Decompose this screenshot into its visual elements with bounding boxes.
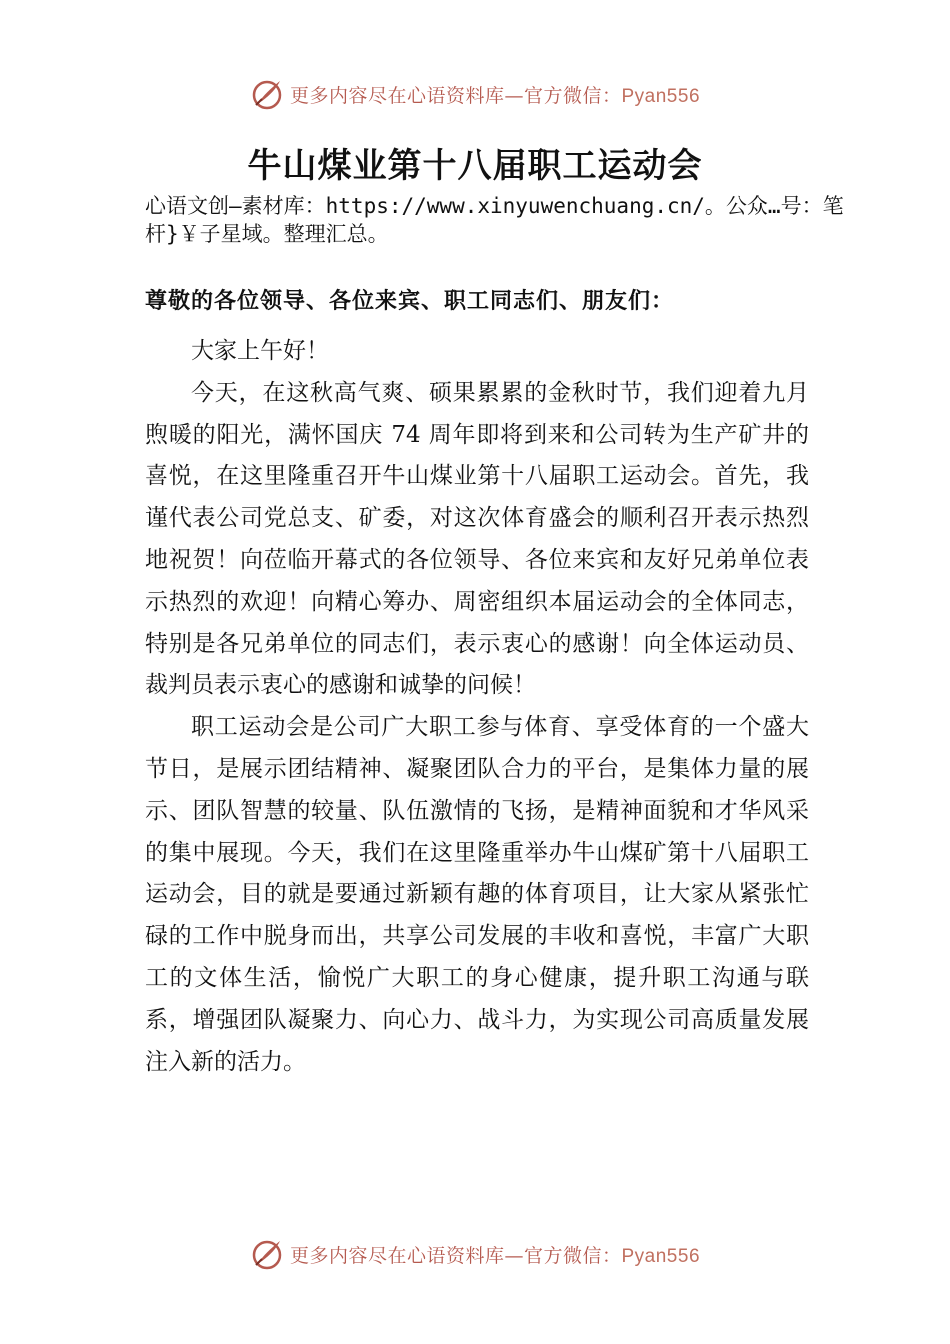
salutation: 尊敬的各位领导、各位来宾、职工同志们、朋友们： xyxy=(145,289,675,314)
quill-logo-icon xyxy=(250,77,284,111)
paragraph-purpose: 职工运动会是公司广大职工参与体育、享受体育的一个盛大节日，是展示团结精神、凝聚团队合力的平台，是集体力量的展示、团队智慧的较量、队伍激情的飞扬，是精神面貌和才华风采的集中展现。今天，我们在这里隆重举办牛山煤矿第十八届职工运动会，目的就是要通过新颖有趣的体育项目，让大家从紧张忙碌的工作中脱身而出，共享公司发展的丰收和喜悦，丰富广大职工的文体生活，愉悦广大职工的身心健康，提升职工沟通与联系，增强团队凝聚力、向心力、战斗力，为实现公司高质量发展注入新的活力。 xyxy=(145,714,809,1075)
paragraph-greeting: 大家上午好！ xyxy=(191,338,329,364)
wechat-id: Pyan556 xyxy=(621,85,701,107)
document-title: 牛山煤业第十八届职工运动会 xyxy=(247,146,703,186)
source-line: 心语文创—素材库：https://www.xinyuwenchuang.cn/。公众…号：笔杆}￥子星域。整理汇总。 xyxy=(145,194,844,246)
header-banner xyxy=(0,74,950,114)
footer-banner xyxy=(0,1234,950,1274)
quill-logo-icon xyxy=(250,1237,284,1271)
banner-text: 更多内容尽在心语资料库—官方微信：Pyan556 xyxy=(289,84,701,107)
wechat-id: Pyan556 xyxy=(621,1245,701,1267)
paragraph-opening: 今天，在这秋高气爽、硕果累累的金秋时节，我们迎着九月煦暖的阳光，满怀国庆 74 周年即将到来和公司转为生产矿井的喜悦，在这里隆重召开牛山煤业第十八届职工运动会。首先，我谨代表公司党总支、矿委，对这次体育盛会的顺利召开表示热烈地祝贺！向莅临开幕式的各位领导、各位来宾和友好兄弟单位表示热烈的欢迎！向精心筹办、周密组织本届运动会的全体同志，特别是各兄弟单位的同志们，表示衷心的感谢！向全体运动员、裁判员表示衷心的感谢和诚挚的问候！ xyxy=(145,379,809,699)
banner-text: 更多内容尽在心语资料库—官方微信：Pyan556 xyxy=(289,1244,701,1267)
document-body xyxy=(145,331,809,1083)
